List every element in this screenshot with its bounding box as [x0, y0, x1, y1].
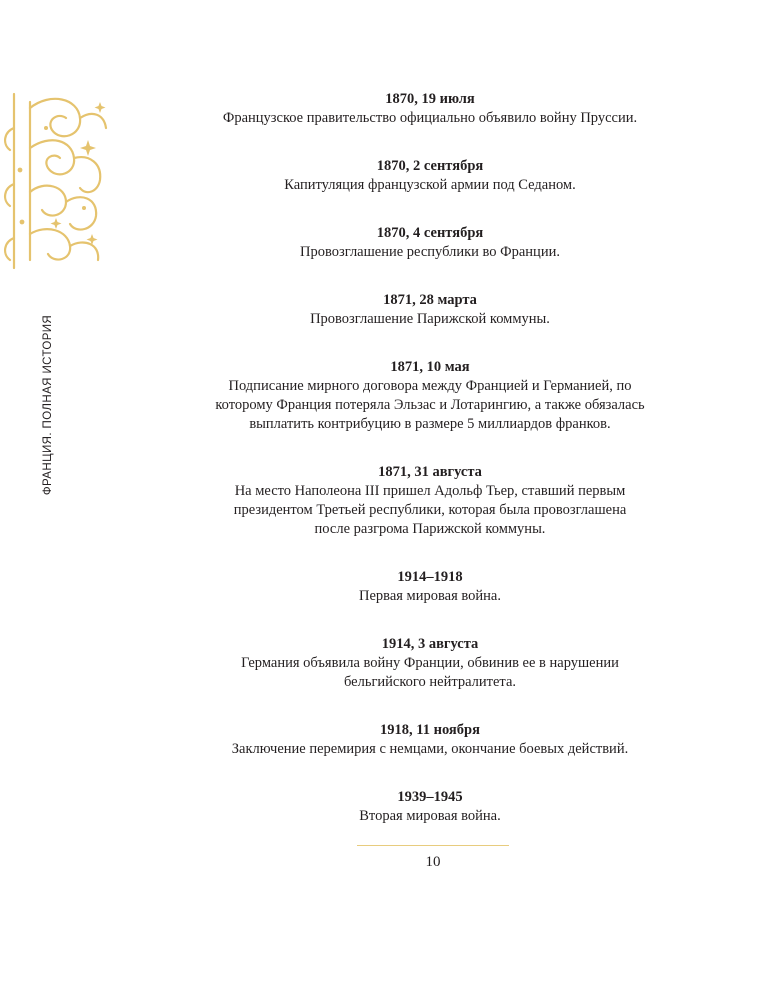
- entry-date: 1914, 3 августа: [381, 636, 479, 652]
- timeline-entry: [180, 291, 680, 329]
- entry-date: 1871, 31 августа: [378, 464, 482, 480]
- entry-text: после разгрома Парижской коммуны.: [314, 521, 546, 537]
- running-head-text: ФРАНЦИЯ. ПОЛНАЯ ИСТОРИЯ: [42, 314, 54, 496]
- entry-date: 1939–1945: [397, 789, 463, 805]
- entry-date: 1914–1918: [397, 569, 463, 585]
- timeline-entry: [180, 721, 680, 759]
- timeline-entry: [180, 358, 680, 434]
- entry-text: Провозглашение республики во Франции.: [300, 244, 560, 260]
- entry-date: 1871, 10 мая: [390, 359, 470, 375]
- entry-text: Заключение перемирия с немцами, окончание боевых действий.: [231, 741, 629, 757]
- entry-text: Вторая мировая война.: [359, 808, 501, 824]
- entry-date: 1871, 28 марта: [383, 292, 477, 308]
- timeline-entry: [180, 635, 680, 692]
- page-number: 10: [425, 854, 441, 870]
- entry-text: Германия объявила войну Франции, обвинив ее в нарушении: [241, 655, 619, 671]
- timeline-entry: [180, 90, 680, 128]
- entry-text: бельгийского нейтралитета.: [343, 674, 517, 690]
- entry-text: Капитуляция французской армии под Седаном.: [284, 177, 576, 193]
- entry-text: президентом Третьей республики, которая была провозглашена: [233, 502, 627, 518]
- entry-text: Подписание мирного договора между Францией и Германией, по: [228, 378, 632, 394]
- entry-text: Французское правительство официально объявило войну Пруссии.: [222, 110, 638, 126]
- timeline-entry: [180, 568, 680, 606]
- timeline-entry: [180, 157, 680, 195]
- entry-text: Провозглашение Парижской коммуны.: [310, 311, 550, 327]
- timeline-entry: [180, 788, 680, 826]
- footer-divider: [357, 845, 509, 846]
- timeline-entry: [180, 224, 680, 262]
- entry-date: 1870, 19 июля: [385, 91, 475, 107]
- timeline: [180, 90, 680, 855]
- entry-text: выплатить контрибуцию в размере 5 миллиардов франков.: [249, 416, 611, 432]
- timeline-entry: [180, 463, 680, 539]
- entry-date: 1870, 2 сентября: [376, 158, 484, 174]
- entry-text: На место Наполеона III пришел Адольф Тьер, ставший первым: [234, 483, 626, 499]
- entry-text: Первая мировая война.: [359, 588, 501, 604]
- entry-date: 1918, 11 ноября: [380, 722, 480, 738]
- gold-flourish-ornament-icon: [0, 88, 112, 276]
- entry-date: 1870, 4 сентября: [376, 225, 484, 241]
- entry-text: которому Франция потеряла Эльзас и Лотарингию, а также обязалась: [215, 397, 645, 413]
